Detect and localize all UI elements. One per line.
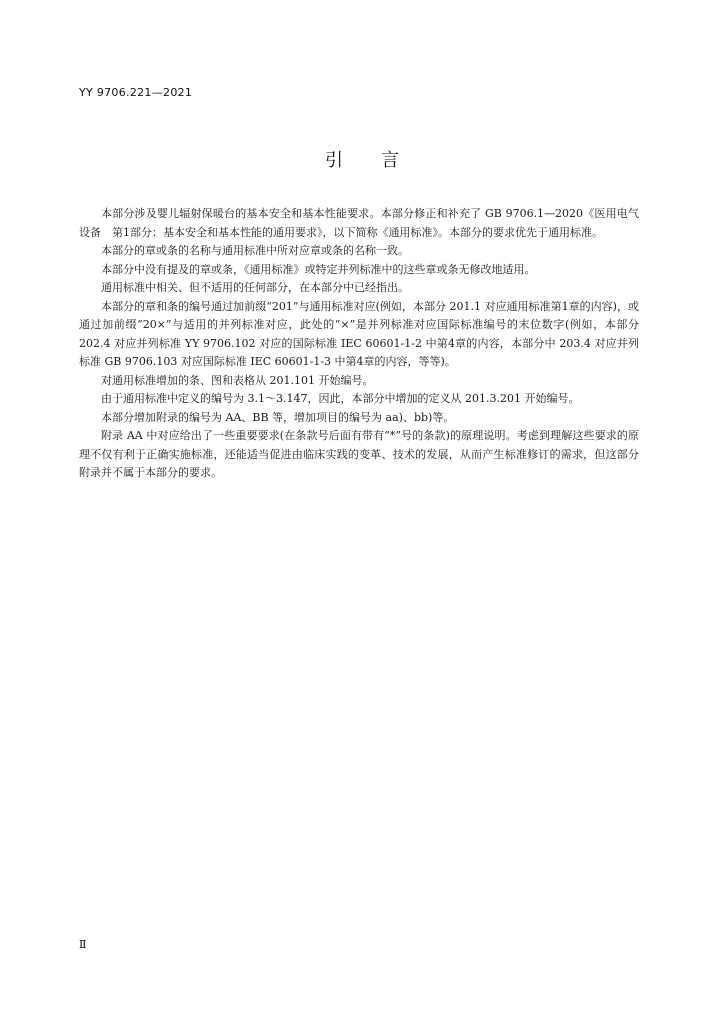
page-title: 引言 [325, 150, 437, 171]
paragraph-annex-aa: 附录 AA 中对应给出了一些重要要求(在条款号后面有带有“*”号的条款)的原理说明。考虑到理解这些要求的原理不仅有利于正确实施标准，还能适当促进由临床实践的变革、技术的发展，从而产生标准修订的需求，但这部分附录并不属于本部分的要求。 [79, 429, 639, 479]
paragraph-unmentioned-clauses: 本部分中没有提及的章或条，《通用标准》或特定并列标准中的这些章或条无修改地适用。 [101, 262, 536, 276]
introduction-body [79, 205, 639, 483]
paragraph-clause-names: 本部分的章或条的名称与通用标准中所对应章或条的名称一致。 [101, 244, 409, 257]
paragraph-numbering: 本部分的章和条的编号通过加前缀“201”与通用标准对应(例如，本部分 201.1 对应通用标准第1章的内容)，或通过加前缀“20×”与适用的并列标准对应，此处的“×”是并列标准对应国际标准编号的末位数字(例如，本部分 202.4 对应并列标准 YY 9706.102 对应的国际标准 IEC 60601-1-2 中第4章的内容，本部分中 203.4 对应并列标准 GB 9706.103 对应国际标准 IEC 60601-1-3 中第4章的内容，等等)。 [79, 299, 639, 368]
paragraph-scope: 本部分涉及婴儿辐射保暖台的基本安全和基本性能要求。本部分修正和补充了 GB 9706.1—2020《医用电气设备 第1部分：基本安全和基本性能的通用要求》，以下简称《通用标准》。本部分的要求优先于通用标准。 [79, 207, 639, 239]
paragraph-annexes: 本部分增加附录的编号为 AA、BB 等，增加项目的编号为 aa)、bb)等。 [101, 410, 455, 424]
standard-number: YY 9706.221—2021 [79, 86, 193, 99]
paragraph-added-items: 对通用标准增加的条、图和表格从 201.101 开始编号。 [101, 373, 374, 387]
paragraph-definitions: 由于通用标准中定义的编号为 3.1～3.147，因此，本部分中增加的定义从 201.3.201 开始编号。 [101, 392, 580, 405]
paragraph-not-applicable: 通用标准中相关、但不适用的任何部分，在本部分中已经指出。 [101, 281, 409, 294]
page-number: Ⅱ [79, 938, 87, 951]
